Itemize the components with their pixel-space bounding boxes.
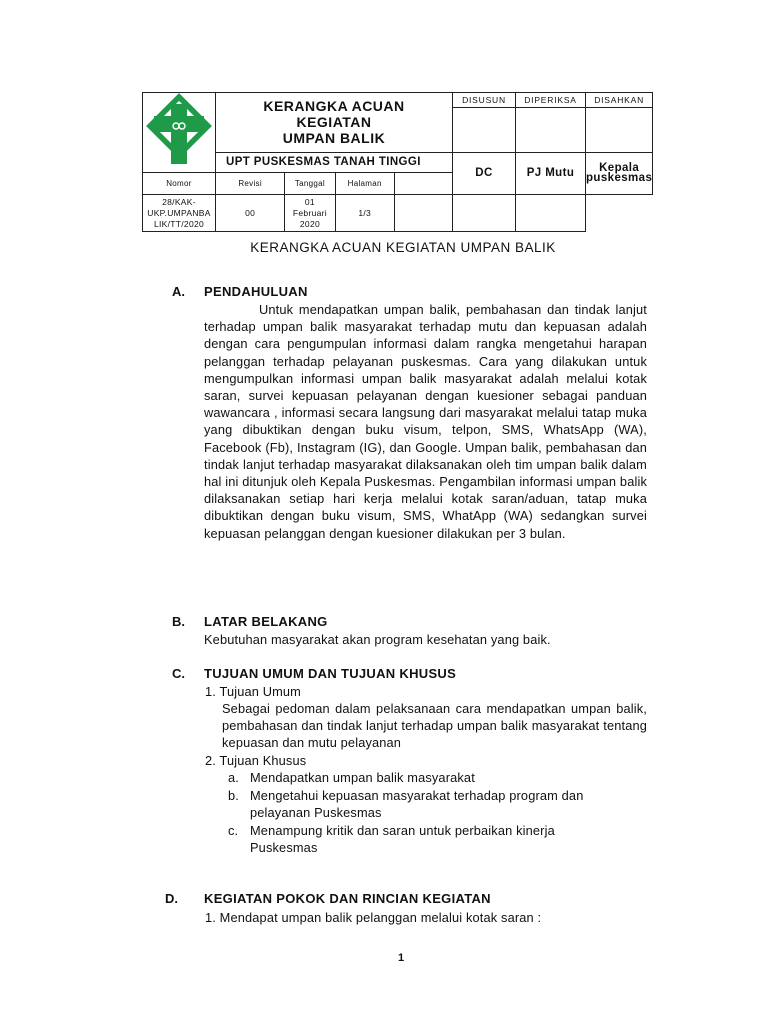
section-c-heading: TUJUAN UMUM DAN TUJUAN KHUSUS	[204, 666, 457, 681]
meta-value-tanggal	[285, 195, 335, 232]
sign-role-line: puskesmas	[586, 172, 653, 185]
section-a-paragraph: Untuk mendapatkan umpan balik, pembahasan dan tindak lanjut terhadap umpan balik masyarakat terhadap mutu dan kepuasan adalah dengan cara pengumpulan informasi dalam rangka mengetahui harapan pelanggan terhadap pelayanan puskesmas. Cara yang dilakukan untuk mengumpulkan informasi umpan balik masyarakat adalah melalui kotak saran, survei kepuasan pelayanan dengan kuesioner sebagai panduan wawancara , informasi secara langsung dari masyarakat melalui tatap muka yang dibuktikan dengan buku visum, telpon, SMS, WhatsApp (WA), Facebook (Fb), Instagram (IG), dan Google. Umpan balik, pembahasan dan tindak lanjut terhadap masyarakat dilaksanakan oleh tim umpan balik dalam hal ini ditunjuk oleh Kepala Puskesmas. Pengambilan informasi umpan balik dilaksanakan setiap hari kerja melalui kotak saran/aduan, tatap muka dibuktikan dengan buku visum, SMS, WhatApp (WA) sedangkan survei kepuasan pelanggan dengan kuesioner dilakukan per 3 bulan.	[204, 302, 647, 541]
doc-title-cell	[216, 93, 453, 153]
document-title: KERANGKA ACUAN KEGIATAN UMPAN BALIK	[250, 240, 556, 255]
header-title	[216, 96, 452, 148]
section-c-sub-c-line: Menampung kritik dan saran untuk perbaikan kinerja	[250, 823, 555, 838]
section-a-letter: A.	[172, 284, 185, 299]
meta-line: UKP.UMPANBA	[147, 207, 211, 218]
sign-role-line: Kepala	[599, 162, 640, 175]
meta-line: 28/KAK-	[162, 196, 196, 207]
header-title-line: KEGIATAN	[296, 114, 372, 131]
sign-role-disahkan	[586, 152, 653, 195]
meta-line: LIK/TT/2020	[153, 218, 205, 229]
sign-role-diperiksa: PJ Mutu	[516, 152, 586, 195]
col-disahkan-header: DISAHKAN	[586, 93, 653, 108]
section-c-sub-b-line: Mengetahui kepuasan masyarakat terhadap program dan	[250, 788, 584, 803]
meta-value-halaman: 1/3	[335, 195, 394, 232]
meta-line: 01	[304, 196, 315, 207]
meta-line: 2020	[299, 218, 320, 229]
list-marker: b.	[228, 788, 239, 803]
sign-cell-diperiksa	[453, 195, 516, 232]
meta-value-nomor	[143, 195, 216, 232]
list-marker: c.	[228, 823, 239, 838]
sign-box-disahkan	[586, 108, 653, 153]
unit-name: UPT PUSKESMAS TANAH TINGGI	[216, 152, 453, 173]
meta-value-revisi: 00	[216, 195, 285, 232]
meta-label-nomor: Nomor	[143, 173, 216, 195]
section-d-heading: KEGIATAN POKOK DAN RINCIAN KEGIATAN	[204, 891, 491, 906]
section-c-letter: C.	[172, 666, 185, 681]
section-c-item2-label: 2. Tujuan Khusus	[205, 753, 307, 768]
meta-line: Februari	[292, 207, 327, 218]
col-diperiksa-header: DIPERIKSA	[516, 93, 586, 108]
section-c-sub-c-line: Puskesmas	[250, 840, 318, 855]
document-header-table	[142, 92, 653, 232]
header-title-line: KERANGKA ACUAN	[263, 98, 405, 115]
section-b-letter: B.	[172, 614, 185, 629]
meta-label-halaman: Halaman	[335, 173, 394, 195]
section-c-item1-text: Sebagai pedoman dalam pelaksanaan cara mendapatkan umpan balik, pembahasan dan tindak lanjut terhadap umpan balik masyarakat tentang kepuasan dan mutu pelayanan	[222, 701, 647, 751]
sign-role-disusun: DC	[453, 152, 516, 195]
section-c-item1-label: 1. Tujuan Umum	[205, 684, 301, 699]
page-number: 1	[398, 952, 405, 964]
sign-box-diperiksa	[516, 108, 586, 153]
col-disusun-header: DISUSUN	[453, 93, 516, 108]
sign-box-disusun	[453, 108, 516, 153]
header-title-line: UMPAN BALIK	[282, 130, 386, 147]
meta-label-tanggal: Tanggal	[285, 173, 335, 195]
list-marker: a.	[228, 770, 239, 785]
meta-label-revisi: Revisi	[216, 173, 285, 195]
section-b-heading: LATAR BELAKANG	[204, 614, 328, 629]
section-d-letter: D.	[165, 891, 178, 906]
sign-cell-disahkan	[516, 195, 586, 232]
section-b-text: Kebutuhan masyarakat akan program kesehatan yang baik.	[204, 632, 551, 647]
section-c-sub-b-line: pelayanan Puskesmas	[250, 805, 382, 820]
sign-cell-disusun	[394, 195, 452, 232]
section-a-heading: PENDAHULUAN	[204, 284, 308, 299]
section-c-sub-a: Mendapatkan umpan balik masyarakat	[250, 770, 475, 785]
puskesmas-logo-icon	[146, 93, 212, 167]
logo-cell	[143, 93, 216, 173]
section-d-item1: 1. Mendapat umpan balik pelanggan melalui kotak saran :	[205, 910, 542, 925]
